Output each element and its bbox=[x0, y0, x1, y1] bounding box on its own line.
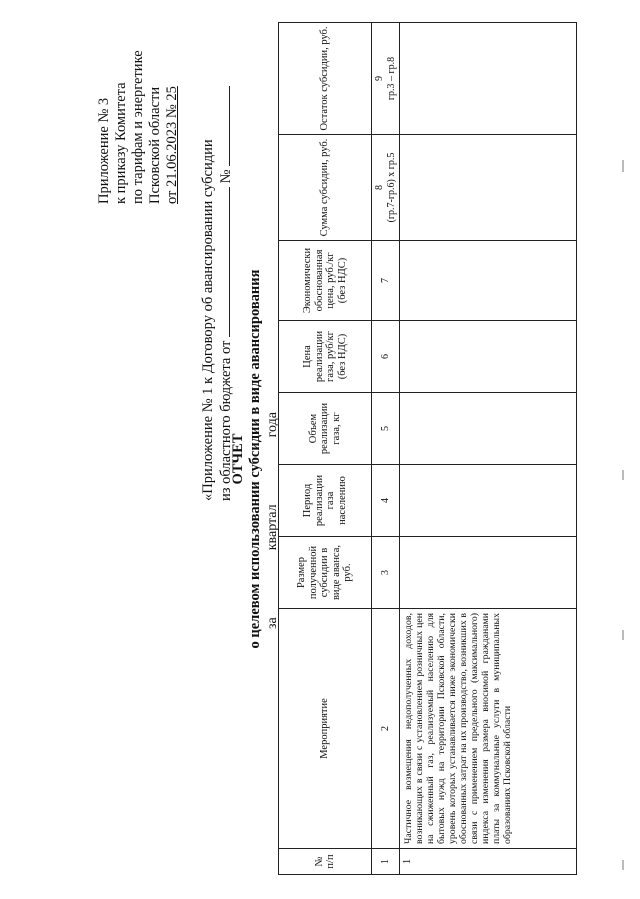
contract-line-1: «Приложение № 1 к Договору об авансировании субсидии bbox=[200, 139, 216, 501]
appendix-order-date: от 21.06.2023 № 25 bbox=[164, 86, 180, 204]
period-year: года bbox=[265, 412, 280, 438]
header-cell: № п/п bbox=[279, 849, 372, 875]
period-for: за bbox=[265, 617, 280, 629]
column-number: 9 гр.3 – гр.8 bbox=[372, 23, 400, 135]
report-title-main: ОТЧЕТ bbox=[230, 433, 246, 485]
header-cell: Объем реализации газа, кг bbox=[279, 393, 372, 465]
header-cell: Период реализации газа населению bbox=[279, 465, 372, 537]
column-number: 2 bbox=[372, 609, 400, 849]
header-cell: Размер полученной субсидии в виде аванса, руб. bbox=[279, 537, 372, 609]
header-cell: Остаток субсидии, руб. bbox=[279, 23, 372, 135]
row-description: Частичное возмещения недополученных доходов, возникающих в связи с установлением розничных цен на сжиженный газ, реализуемый населению для бытовых нужд на территории Псковской области, уровень которых устанавливается ниже экономически обоснованных затрат на их производство, возникших в связи с применением предельного (максимального) индекса изменения размера вносимой гражданами платы за коммунальные услуги в муниципальных образованиях Псковской области bbox=[400, 609, 577, 849]
period-quarter: квартал bbox=[265, 504, 280, 551]
column-number: 7 bbox=[372, 241, 400, 321]
column-number: 8 (гр.7-гр.6) x гр.5 bbox=[372, 135, 400, 241]
number-sign: № bbox=[218, 169, 234, 184]
column-number: 6 bbox=[372, 321, 400, 393]
appendix-line: Псковской области bbox=[147, 86, 163, 204]
contract-line-2-text: из областного бюджета от bbox=[218, 340, 234, 501]
column-number: 1 bbox=[372, 849, 400, 875]
row-number: 1 bbox=[400, 849, 577, 875]
header-cell: Сумма субсидии, руб. bbox=[279, 135, 372, 241]
appendix-line: по тарифам и энергетике bbox=[130, 50, 146, 204]
appendix-line: Приложение № 3 bbox=[96, 97, 112, 204]
column-number: 3 bbox=[372, 537, 400, 609]
header-cell: Экономически обоснованная цена, руб./кг (без НДС) bbox=[279, 241, 372, 321]
column-number: 5 bbox=[372, 393, 400, 465]
report-subtitle: о целевом использовании субсидии в виде авансирования bbox=[247, 269, 263, 649]
column-number: 4 bbox=[372, 465, 400, 537]
header-cell: Мероприятие bbox=[279, 609, 372, 849]
header-cell: Цена реализации газа, руб/кг (без НДС) bbox=[279, 321, 372, 393]
appendix-line: к приказу Комитета bbox=[113, 82, 129, 204]
